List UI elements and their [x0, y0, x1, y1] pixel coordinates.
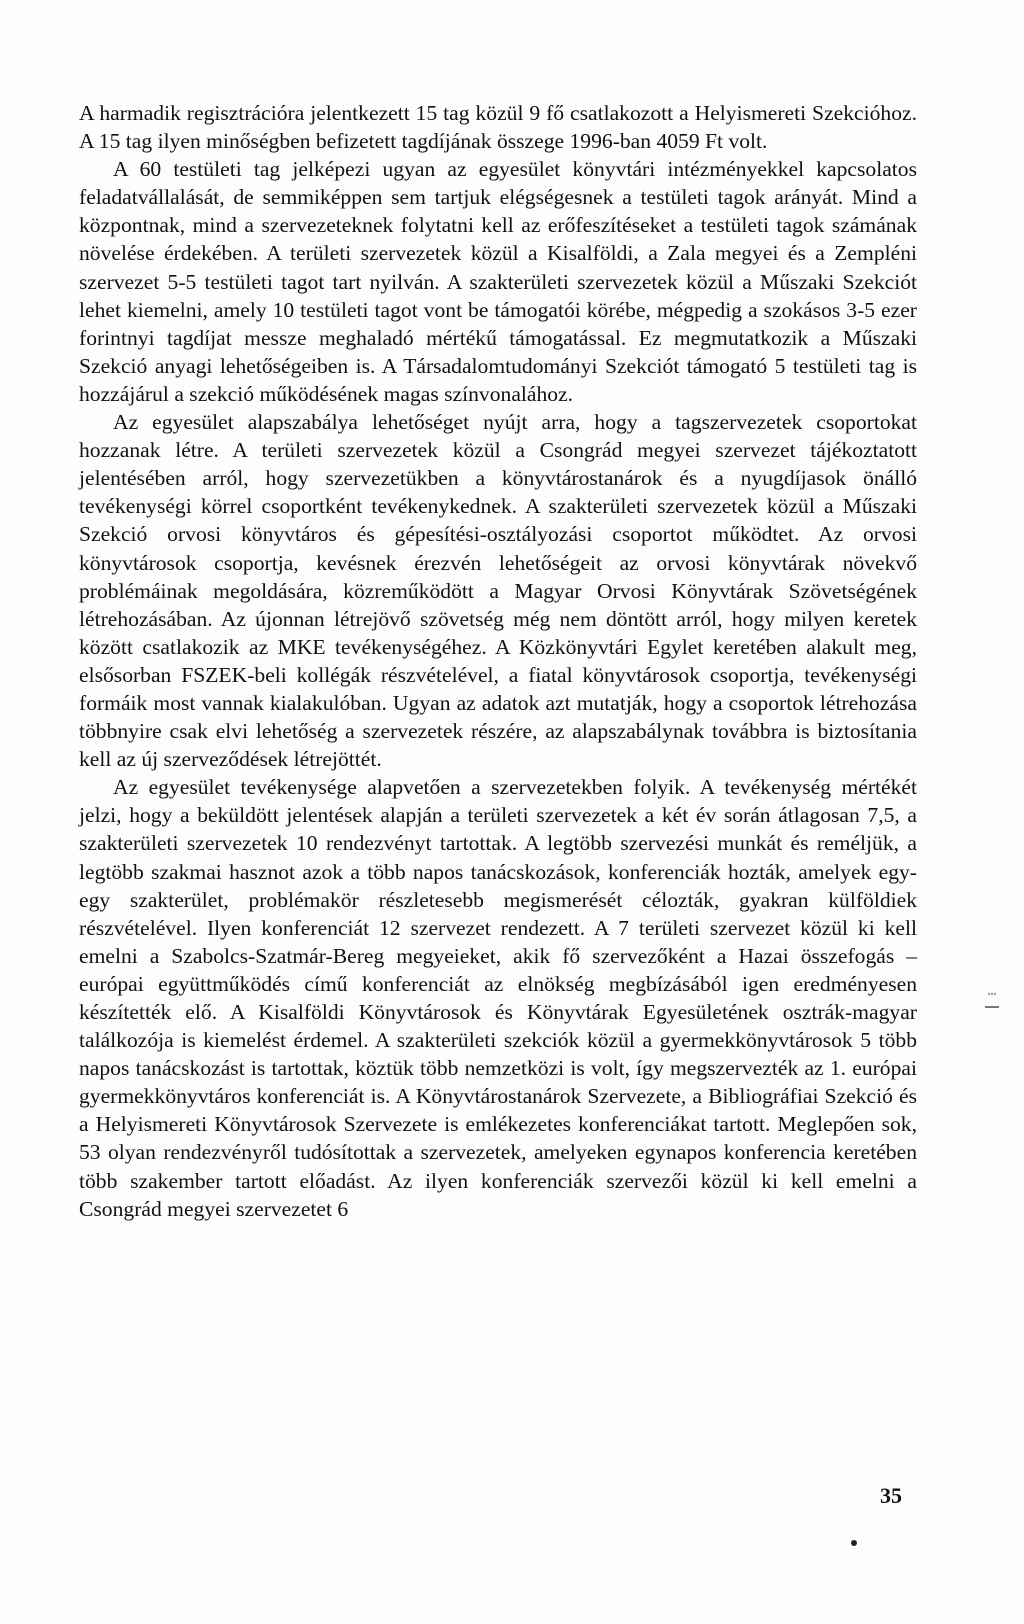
- paragraph-2: A 60 testületi tag jelképezi ugyan az egyesület könyvtári intézményekkel kapcsolatos feladatvállalását, de semmiképpen sem tartjuk elégségesnek a testületi tagok arányát. Mind a központnak, mind a szervezeteknek folytatni kell az erőfeszítéseket a testületi tagok számának növelése érdekében. A területi szervezetek közül a Kisalföldi, a Zala megyei és a Zempléni szervezet 5-5 testületi tagot tart nyilván. A szakterületi szervezetek közül a Műszaki Szekciót lehet kiemelni, amely 10 testületi tagot vont be támogatói körébe, mégpedig a szokásos 3-5 ezer forintnyi tagdíjat messze meghaladó mértékű támogatással. Ez megmutatkozik a Műszaki Szekció anyagi lehetőségeiben is. A Társadalomtudományi Szekciót támogató 5 testületi tag is hozzájárul a szekció működésének magas színvonalához.: [79, 157, 917, 406]
- paragraph-3: Az egyesület alapszabálya lehetőséget nyújt arra, hogy a tagszervezetek csoportokat hozzanak létre. A területi szervezetek közül a Csongrád megyei szervezet tájékoztatott jelentésében arról, hogy szervezetükben a könyvtárostanárok és a nyugdíjasok önálló tevékenységi körrel csoportként tevékenykednek. A szakterületi szervezetek közül a Műszaki Szekció orvosi könyvtáros és gépesítési-osztályozási csoportot működtet. Az orvosi könyvtárosok csoportja, kevésnek érezvén lehetőségeit az orvosi könyvtárak növekvő problémáinak megoldására, közreműködött a Magyar Orvosi Könyvtárak Szövetségének létrehozásában. Az újonnan létrejövő szövetség még nem döntött arról, hogy milyen keretek között csatlakozik az MKE tevékenységéhez. A Közkönyvtári Egylet keretében alakult meg, elsősorban FSZEK-beli kollégák részvételével, a fiatal könyvtárosok csoportja, tevékenységi formáik most vannak kialakulóban. Ugyan az adatok azt mutatják, hogy a csoportok létrehozása többnyire csak elvi lehetőség a szervezetek részére, az alapszabálynak továbbra is biztosítania kell az új szerveződések létrejöttét.: [79, 410, 917, 772]
- page-number: 35: [880, 1483, 902, 1508]
- body-text: [79, 99, 917, 1223]
- paragraph-1: A harmadik regisztrációra jelentkezett 15 tag közül 9 fő csatlakozott a Helyismereti Szekcióhoz. A 15 tag ilyen minőségben befizetett tagdíjának összege 1996-ban 4059 Ft volt.: [79, 101, 917, 154]
- margin-mark-dash: [985, 1006, 999, 1008]
- paragraph-4: Az egyesület tevékenysége alapvetően a szervezetekben folyik. A tevékenység mértékét jelzi, hogy a beküldött jelentések alapján a területi szervezetek a két év során átlagosan 7,5, a szakterületi szervezetek 10 rendezvényt tartottak. A legtöbb szervezési munkát és reméljük, a legtöbb szakmai hasznot azok a több napos tanácskozások, konferenciák hozták, amelyek egy-egy szakterület, problémakör részletesebb megismerését célozták, gyakran külföldiek részvételével. Ilyen konferenciát 12 szervezet rendezett. A 7 területi szervezet közül ki kell emelni a Szabolcs-Szatmár-Bereg megyeieket, akik fő szervezőként a Hazai összefogás – európai együttműködés című konferenciát az elnökség megbízásából igen eredményesen készítették elő. A Kisalföldi Könyvtárosok és Könyvtárak Egyesületének osztrák-magyar találkozója is kiemelést érdemel. A szakterületi szekciók közül a gyermekkönyvtárosok 5 több napos tanácskozást is tartottak, köztük több nemzetközi is volt, így megszervezték az 1. európai gyermekkönyvtáros konferenciát is. A Könyvtárostanárok Szervezete, a Bibliográfiai Szekció és a Helyismereti Könyvtárosok Szervezete is emlékezetes konferenciákat tartott. Meglepően sok, 53 olyan rendezvényről tudósítottak a szervezetek, amelyeken egynapos konferencia keretében több szakember tartott előadást. Az ilyen konferenciák szervezői közül ki kell emelni a Csongrád megyei szervezetet 6: [79, 775, 917, 1221]
- margin-mark-dots: [988, 993, 996, 999]
- print-speck: [851, 1540, 857, 1546]
